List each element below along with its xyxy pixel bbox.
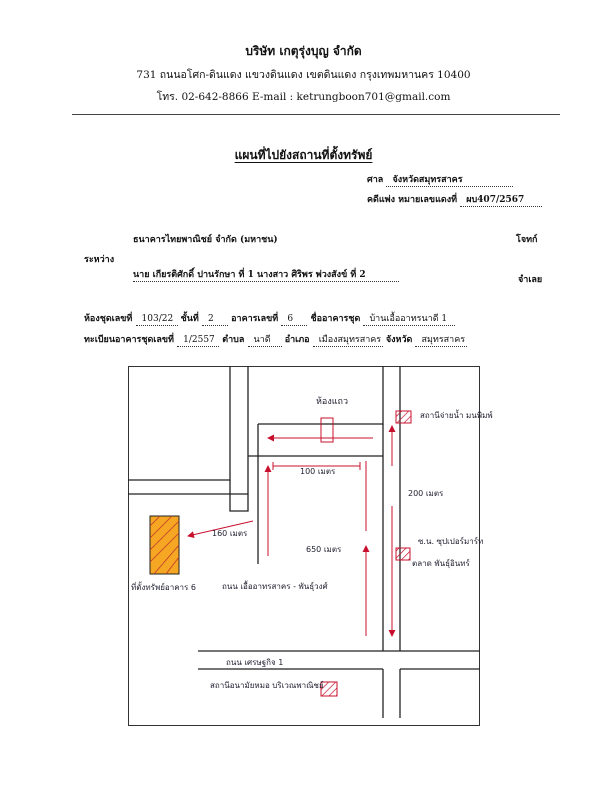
label-property: ที่ตั้งทรัพย์อาคาร 6 <box>131 583 196 592</box>
reg-label: ทะเบียนอาคารชุดเลขที่ <box>84 335 174 345</box>
room-value: 103/22 <box>136 314 178 326</box>
company-name: บริษัท เกตุรุ่งบุญ จำกัด <box>245 44 362 58</box>
company-contact: โทร. 02-642-8866 E-mail : ketrungboon701@gmail.com <box>156 91 451 103</box>
label-market: ตลาด พันธุ์อินทร์ <box>412 559 470 568</box>
label-100m: 100 เมตร <box>300 467 336 476</box>
defendant-names: นาย เกียรติศักดิ์ ปานรักษา ที่ 1 นางสาว ศิริพร พ่วงสังข์ ที่ 2 <box>133 270 399 282</box>
room-label: ห้องชุดเลขที่ <box>84 314 133 324</box>
label-center-road: ถนน เอื้ออาทรสาคร - พันธุ์วงศ์ <box>222 582 328 591</box>
case-line <box>367 192 542 207</box>
map-frame <box>129 367 480 726</box>
label-200m: 200 เมตร <box>408 489 444 498</box>
landmark-water-station <box>396 411 411 423</box>
property-building <box>150 516 179 574</box>
label-bottom-road: ถนน เศรษฐกิจ 1 <box>226 658 284 667</box>
landmark-supermart <box>396 548 410 560</box>
floor-value: 2 <box>202 314 228 326</box>
case-label: คดีแพ่ง หมายเลขแดงที่ <box>367 195 458 205</box>
condo-value: บ้านเอื้ออาทรนาดี 1 <box>363 314 455 326</box>
province-value: สมุทรสาคร <box>415 335 467 347</box>
between-label: ระหว่าง <box>84 255 115 265</box>
case-value: ผบ407/2567 <box>460 195 542 207</box>
plaintiff-role: โจทก์ <box>516 235 538 245</box>
subdistrict-label: ตำบล <box>222 335 245 345</box>
company-address: 731 ถนนอโศก-ดินแดง แขวงดินแดง เขตดินแดง กรุงเทพมหานคร 10400 <box>136 69 471 81</box>
reg-value: 1/2557 <box>177 335 219 347</box>
label-shophouse: ห้องแถว <box>316 397 349 407</box>
property-line-1 <box>84 311 455 326</box>
court-label: ศาล <box>367 175 384 185</box>
district-label: อำเภอ <box>284 335 310 345</box>
location-map <box>128 366 493 726</box>
document-title: แผนที่ไปยังสถานที่ตั้งทรัพย์ <box>234 148 373 162</box>
building-value: 6 <box>281 314 307 326</box>
header-divider <box>72 114 560 115</box>
label-650m: 650 เมตร <box>306 545 342 554</box>
subdistrict-value: นาดี <box>248 335 282 347</box>
floor-label: ชั้นที่ <box>180 314 199 324</box>
court-line <box>367 172 513 187</box>
property-line-2 <box>84 332 467 347</box>
defendant-role: จำเลย <box>518 275 543 285</box>
label-health-station: สถานีอนามัยหมอ บริเวณพาณิชย์ <box>210 681 324 690</box>
label-supermart: ซ.น. ซุปเปอร์มาร์ท <box>418 537 484 546</box>
defendant-line <box>133 270 399 282</box>
label-160m: 160 เมตร <box>212 529 248 538</box>
building-label: อาคารเลขที่ <box>231 314 279 324</box>
court-value: จังหวัดสมุทรสาคร <box>386 175 513 187</box>
plaintiff-name: ธนาคารไทยพาณิชย์ จำกัด (มหาชน) <box>133 235 278 245</box>
condo-label: ชื่ออาคารชุด <box>310 314 361 324</box>
district-value: เมืองสมุทรสาคร <box>313 335 383 347</box>
province-label: จังหวัด <box>385 335 413 345</box>
label-water-station: สถานีจ่ายน้ำ มนพิมพ์ <box>420 411 493 420</box>
